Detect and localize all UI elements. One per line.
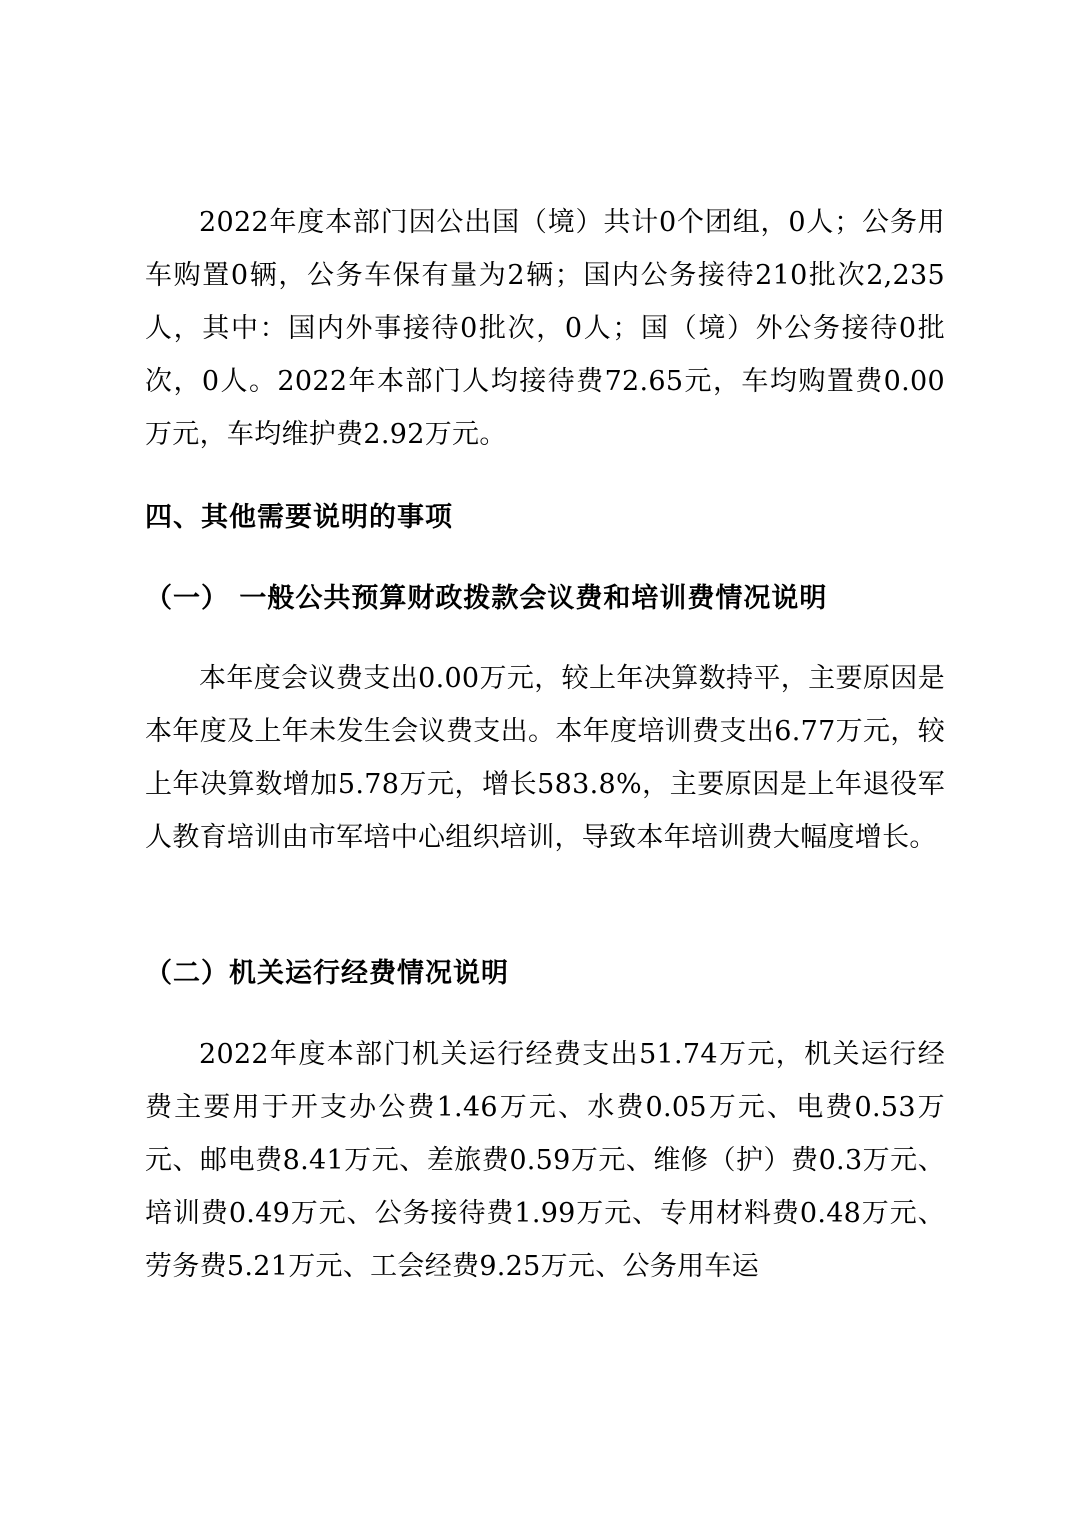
paragraph-operating-expenses: 2022年度本部门机关运行经费支出51.74万元，机关运行经费主要用于开支办公费1.46万元、水费0.05万元、电费0.53万元、邮电费8.41万元、差旅费0.59万元、维修（护）费0.3万元、培训费0.49万元、公务接待费1.99万元、专用材料费0.48万元、劳务费5.21万元、工会经费9.25万元、公务用车运 — [145, 1039, 945, 1282]
section-heading-other-matters: 四、其他需要说明的事项 — [145, 502, 453, 533]
paragraph-meeting-training: 本年度会议费支出0.00万元，较上年决算数持平，主要原因是本年度及上年未发生会议费支出。本年度培训费支出6.77万元，较上年决算数增加5.78万元，增长583.8%，主要原因是上年退役军人教育培训由市军培中心组织培训，导致本年培训费大幅度增长。 — [145, 663, 945, 853]
paragraph-public-expenses: 2022年度本部门因公出国（境）共计0个团组，0人；公务用车购置0辆，公务车保有量为2辆；国内公务接待210批次2,235人，其中：国内外事接待0批次，0人；国（境）外公务接待0批次，0人。2022年本部门人均接待费72.65元，车均购置费0.00万元，车均维护费2.92万元。 — [145, 207, 945, 450]
subsection-heading-meeting-training: （一） 一般公共预算财政拨款会议费和培训费情况说明 — [145, 583, 828, 614]
subsection-heading-operating-expenses: （二）机关运行经费情况说明 — [145, 958, 509, 989]
